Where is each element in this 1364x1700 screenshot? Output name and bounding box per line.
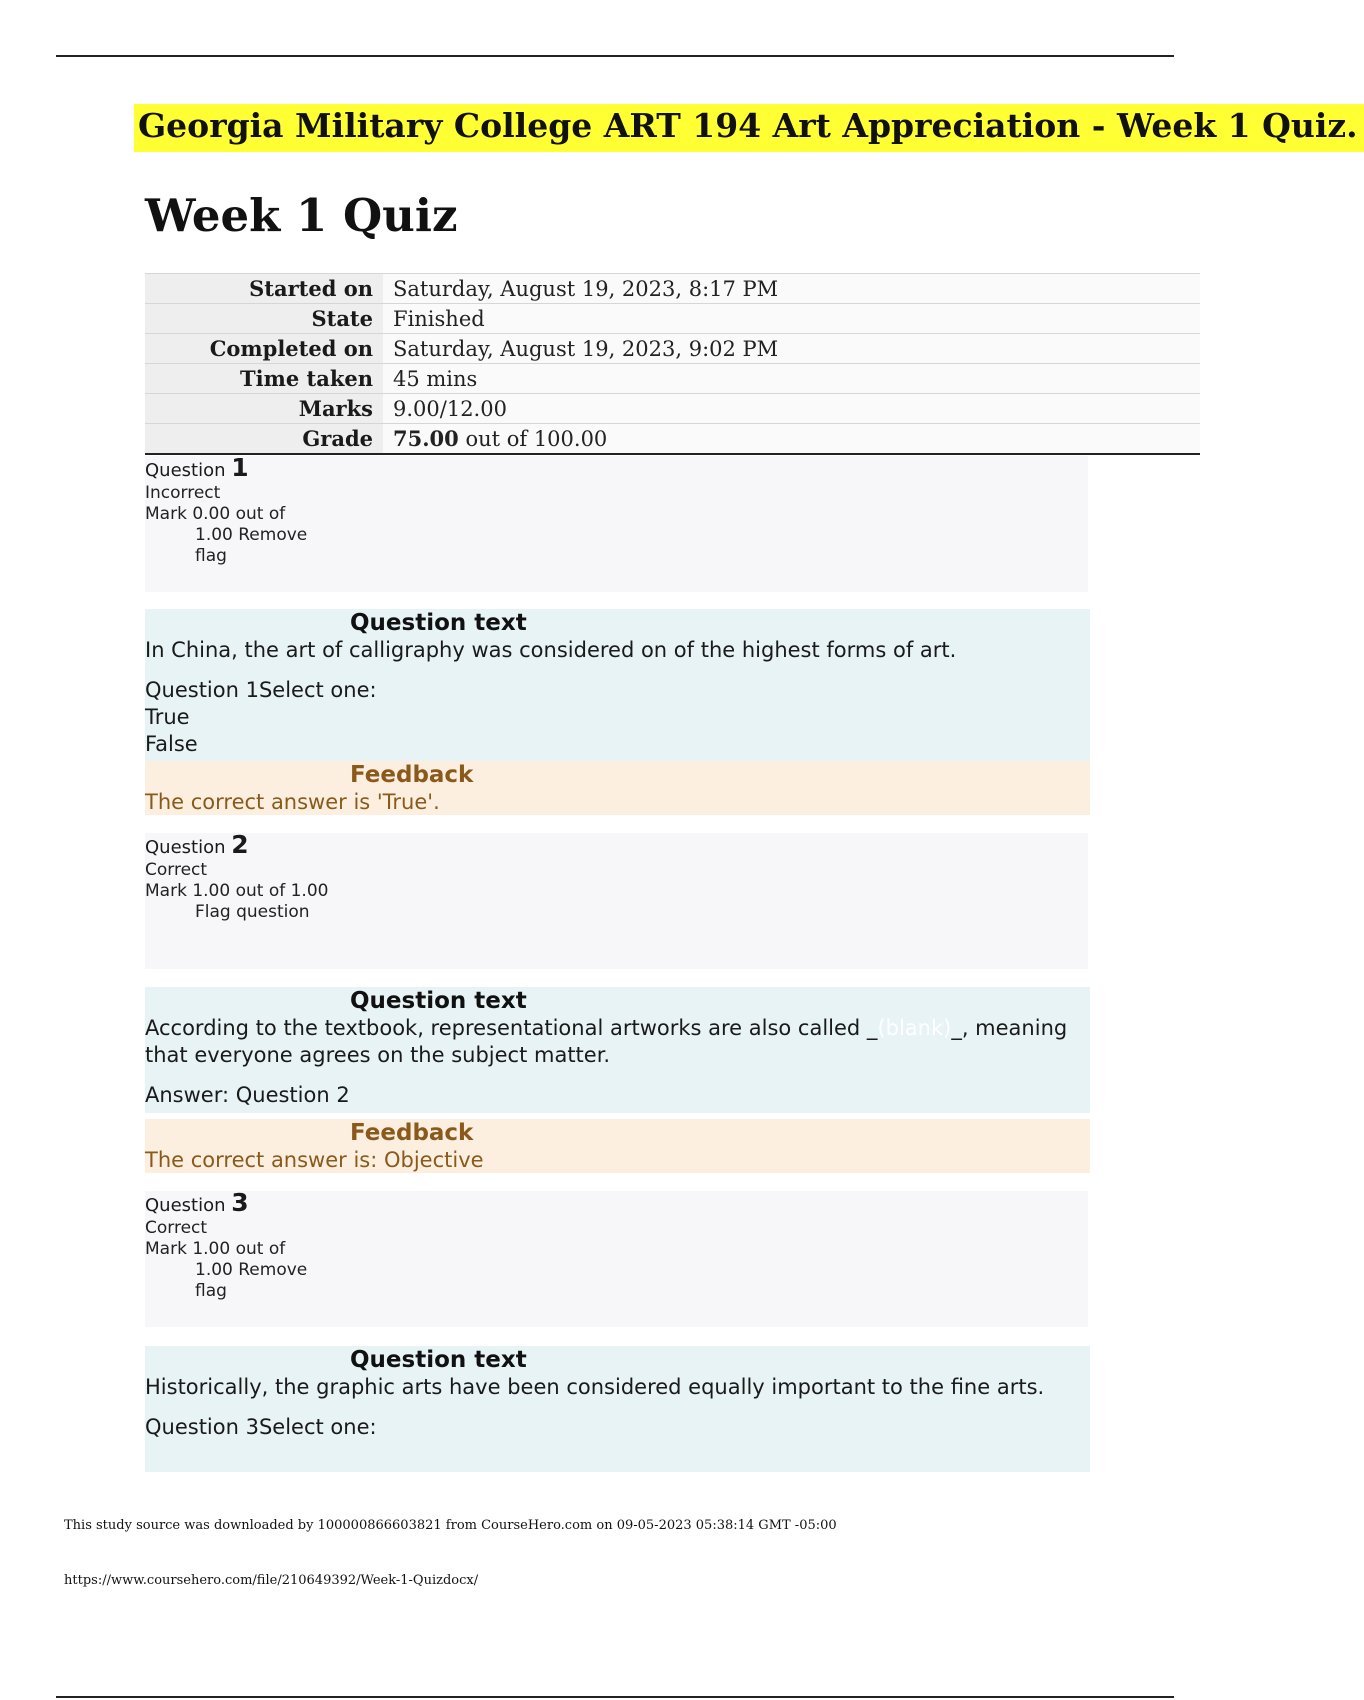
summary-row-marks: [145, 394, 1200, 424]
summary-label: Time taken: [145, 364, 383, 394]
summary-label: Grade: [145, 424, 383, 454]
answer-option-true[interactable]: True: [145, 705, 190, 729]
feedback-text: The correct answer is 'True'.: [145, 790, 440, 814]
grade-score: 75.00: [393, 425, 459, 451]
question-number: 1: [231, 453, 249, 482]
question-status: Incorrect: [145, 483, 221, 503]
summary-row-state: [145, 304, 1200, 334]
question-text: According to the textbook, representational artworks are also called _(blank)_, meaning that everyone agrees on the subject matter.: [145, 1016, 1068, 1067]
grade-out-of: out of 100.00: [458, 426, 608, 451]
summary-value: 45 mins: [383, 364, 1200, 394]
feedback-heading: Feedback: [350, 762, 474, 788]
feedback-text: The correct answer is: Objective: [145, 1148, 484, 1172]
question-label: Question: [145, 460, 226, 481]
source-url[interactable]: https://www.coursehero.com/file/210649392/Week-1-Quizdocx/: [64, 1573, 479, 1588]
question-1-text-box: [145, 609, 1090, 763]
question-prompt: Question 3Select one:: [145, 1415, 377, 1439]
question-mark: Mark 1.00 out of 1.00: [145, 881, 329, 901]
question-1-info: [145, 453, 1088, 592]
summary-row-time-taken: [145, 364, 1200, 394]
flag-question-link[interactable]: Flag question: [195, 902, 310, 922]
attempt-summary-table: [145, 273, 1200, 455]
question-2-text-box: [145, 987, 1090, 1113]
question-text-heading: Question text: [350, 988, 527, 1014]
question-label: Question: [145, 837, 226, 858]
question-3-info: [145, 1188, 1088, 1327]
summary-label: Started on: [145, 274, 383, 304]
question-mark: Mark 1.00 out of: [145, 1239, 286, 1259]
question-number: 3: [231, 1188, 249, 1217]
question-status: Correct: [145, 860, 208, 880]
question-text-heading: Question text: [350, 610, 527, 636]
question-1-feedback-box: [145, 761, 1090, 815]
document-title-banner: Georgia Military College ART 194 Art Appreciation - Week 1 Quiz.: [134, 104, 1364, 152]
question-text: Historically, the graphic arts have been considered equally important to the fine arts.: [145, 1375, 1045, 1399]
summary-label: Completed on: [145, 334, 383, 364]
question-prompt: Question 1Select one:: [145, 678, 377, 702]
summary-value: [383, 424, 1200, 454]
summary-row-completed: [145, 334, 1200, 364]
top-rule: [56, 55, 1174, 57]
question-3-text-box: [145, 1346, 1090, 1472]
bottom-rule: [56, 1696, 1174, 1698]
question-text: In China, the art of calligraphy was considered on of the highest forms of art.: [145, 638, 957, 662]
remove-flag-link[interactable]: 1.00 Remove: [195, 1260, 308, 1280]
summary-label: Marks: [145, 394, 383, 424]
question-number: 2: [231, 830, 249, 859]
question-mark: Mark 0.00 out of: [145, 504, 286, 524]
download-source-note: This study source was downloaded by 100000866603821 from CourseHero.com on 09-05-2023 05:38:14 GMT -05:00: [64, 1518, 837, 1533]
answer-option-false[interactable]: False: [145, 732, 198, 756]
blank-placeholder: (blank): [877, 1016, 952, 1040]
question-label: Question: [145, 1195, 226, 1216]
question-2-info: [145, 830, 1088, 969]
summary-value: Saturday, August 19, 2023, 8:17 PM: [383, 274, 1200, 304]
remove-flag-link-cont[interactable]: flag: [195, 1281, 227, 1301]
summary-row-started: [145, 274, 1200, 304]
summary-value: Saturday, August 19, 2023, 9:02 PM: [383, 334, 1200, 364]
quiz-heading: Week 1 Quiz: [145, 189, 458, 242]
summary-label: State: [145, 304, 383, 334]
remove-flag-link[interactable]: 1.00 Remove: [195, 525, 308, 545]
question-2-feedback-box: [145, 1119, 1090, 1173]
summary-value: 9.00/12.00: [383, 394, 1200, 424]
question-text-heading: Question text: [350, 1347, 527, 1373]
question-status: Correct: [145, 1218, 208, 1238]
remove-flag-link-cont[interactable]: flag: [195, 546, 227, 566]
summary-row-grade: [145, 424, 1200, 454]
answer-input-label[interactable]: Answer: Question 2: [145, 1083, 350, 1107]
summary-value: Finished: [383, 304, 1200, 334]
feedback-heading: Feedback: [350, 1120, 474, 1146]
